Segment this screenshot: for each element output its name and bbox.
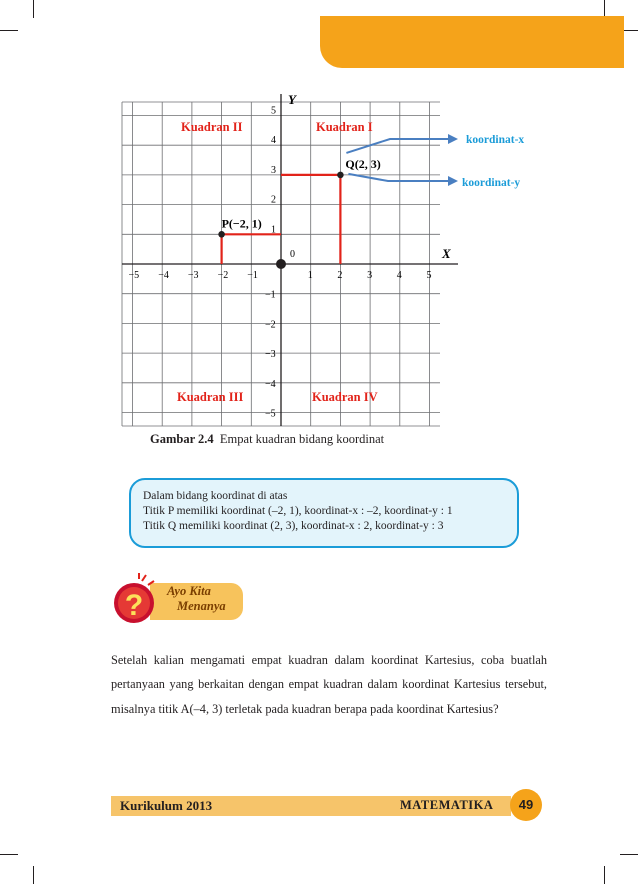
caption-text: Empat kuadran bidang koordinat xyxy=(219,432,385,446)
y-tick-label: 4 xyxy=(271,135,276,147)
crop-mark xyxy=(33,866,34,884)
footer-subject: MATEMATIKA xyxy=(400,798,494,812)
crop-mark xyxy=(604,866,605,884)
crop-mark xyxy=(0,854,18,855)
points xyxy=(218,157,380,238)
quadrant-2-label: Kuadran II xyxy=(181,120,243,134)
axes xyxy=(122,92,458,426)
y-tick-label: −4 xyxy=(265,378,276,390)
x-tick-label: 4 xyxy=(396,270,402,281)
y-tick-label: 1 xyxy=(271,224,276,236)
callout-y-label: koordinat-y xyxy=(462,177,521,189)
info-line: Titik Q memiliki koordinat (2, 3), koordinat-x : 2, koordinat-y : 3 xyxy=(143,520,444,532)
x-tick-label: −5 xyxy=(128,270,140,281)
origin-dot xyxy=(276,259,286,269)
point-q xyxy=(337,172,344,179)
y-tick-label: −2 xyxy=(265,319,276,331)
quadrant-3-label: Kuadran III xyxy=(177,390,244,404)
y-tick-label: −3 xyxy=(265,349,276,361)
point-p-label: P(−2, 1) xyxy=(221,216,262,231)
y-tick-label: 5 xyxy=(271,105,276,117)
quadrant-4-label: Kuadran IV xyxy=(312,390,378,404)
y-tick-label: 3 xyxy=(271,164,276,176)
x-tick-label: −3 xyxy=(187,270,199,281)
question-mark-icon xyxy=(112,573,162,627)
page-number: 49 xyxy=(510,789,542,821)
svg-text:?: ? xyxy=(124,589,144,622)
x-tick-label: −2 xyxy=(217,270,229,281)
info-line: Titik P memiliki koordinat (–2, 1), koordinat-x : –2, koordinat-y : 1 xyxy=(143,505,453,517)
x-tick-label: −1 xyxy=(247,270,258,281)
x-tick-label: 1 xyxy=(307,270,313,281)
figure-caption xyxy=(150,432,384,447)
origin-label: 0 xyxy=(290,249,295,260)
callout-y-arrow xyxy=(448,176,458,186)
crop-mark xyxy=(620,854,638,855)
x-tick-label: −4 xyxy=(158,270,169,281)
point-q-label: Q(2, 3) xyxy=(345,156,381,171)
callout-x-label: koordinat-x xyxy=(466,134,525,146)
callout-x-line xyxy=(346,139,448,153)
x-tick-label: 3 xyxy=(367,270,373,281)
footer-curriculum: Kurikulum 2013 xyxy=(120,798,213,813)
ayo-kita-title xyxy=(167,584,226,614)
ayo-line1: Ayo Kita xyxy=(167,584,211,598)
x-axis-label: X xyxy=(442,246,451,261)
caption-number: Gambar 2.4 xyxy=(150,432,214,446)
point-p xyxy=(218,231,225,238)
x-tick-label: 2 xyxy=(337,270,343,281)
body-paragraph: Setelah kalian mengamati empat kuadran dalam koordinat Kartesius, coba buatlah pertanyaan yang berkaitan dengan empat kuadran dalam koordinat Kartesius tersebut, misalnya titik A(–4, 3) terletak pada kuadran berapa pada koordinat Kartesius? xyxy=(111,653,547,716)
info-line: Dalam bidang koordinat di atas xyxy=(143,490,288,502)
y-tick-label: 2 xyxy=(271,194,276,206)
x-tick-label: 5 xyxy=(426,270,432,281)
info-box xyxy=(129,478,519,548)
quadrant-1-label: Kuadran I xyxy=(316,120,373,134)
y-tick-label: −1 xyxy=(265,289,276,301)
y-tick-label: −5 xyxy=(265,408,276,420)
callout-x-arrow xyxy=(448,134,458,144)
ayo-line2: Menanya xyxy=(177,599,226,613)
y-axis-label: Y xyxy=(288,92,296,107)
